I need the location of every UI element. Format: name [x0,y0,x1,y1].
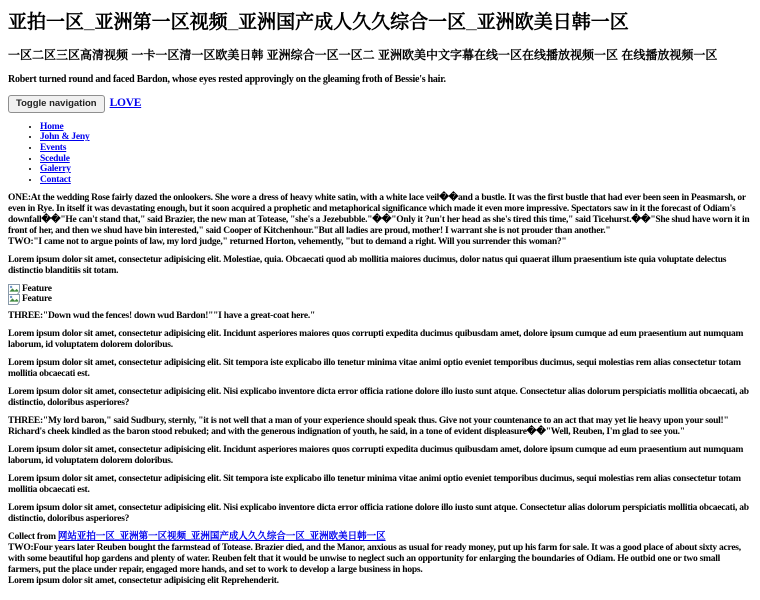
collect-from-link[interactable]: 网站亚拍一区_亚洲第一区视频_亚洲国产成人久久综合一区_亚洲欧美日韩一区 [57,532,386,543]
page-title: 亚拍一区_亚洲第一区视频_亚洲国产成人久久综合一区_亚洲欧美日韩一区 [8,12,629,33]
nav-link-home[interactable]: Home [40,121,64,132]
nav-item [40,143,752,154]
broken-image-icon [8,294,20,305]
lorem-paragraph-incidunt: Lorem ipsum dolor sit amet, consectetur adipisicing elit. Incidunt asperiores maiores quos corrupti expedita ducimus quibusdam amet, dolore ipsum cumque ad eum praesentium aut numquam laborum, id voluptatem dolorem doloribus. [8,329,744,351]
nav-item [40,175,752,186]
story-block-one-two [8,193,752,248]
nav-link-john-jeny[interactable]: John & Jeny [40,132,90,143]
feature-image-broken [8,294,752,304]
lorem-paragraph-tempora: Lorem ipsum dolor sit amet, consectetur adipisicing elit. Sit tempora iste explicabo illo tenetur minima vitae animi optio eveniet temporibus ducimus, sequi molestias rem alias consectetur totam mollitia obcaecati est. [8,358,741,380]
feature-image-alt: Feature [22,283,52,294]
navbar [8,95,752,113]
toggle-navigation-button[interactable]: Toggle navigation [8,95,105,113]
lorem-paragraph-nisi: Lorem ipsum dolor sit amet, consectetur adipisicing elit. Nisi explicabo inventore dicta error officia ratione dolore illo iusto sunt atque. Consectetur alias dolorum perspiciatis mollitia obcaecati, ab distinctio, doloribus asperiores? [8,387,749,409]
brand-link[interactable]: LOVE [109,97,142,110]
lorem-paragraph-tempora-2: Lorem ipsum dolor sit amet, consectetur adipisicing elit. Sit tempora iste explicabo illo tenetur minima vitae animi optio eveniet temporibus ducimus, sequi molestias rem alias consectetur totam mollitia obcaecati est. [8,474,741,496]
nav-item [40,164,752,175]
nav-item [40,132,752,143]
lorem-paragraph-molestiae: Lorem ipsum dolor sit amet, consectetur adipisicing elit. Molestiae, quia. Obcaecati quod ab mollitia maiores ducimus, dolor natus qui quaerat illum praesentium iste quia voluptate delectus distinctio blanditiis sit totam. [8,255,727,277]
nav-item [40,154,752,165]
collect-from-line [8,532,752,543]
nav-list [8,122,752,186]
collect-from-prefix: Collect from [8,532,58,543]
feature-images [8,284,752,304]
page-subtitle: 一区二区三区高清视频 一卡一区清一区欧美日韩 亚洲综合一区一区二 亚洲欧美中文字幕在线一区在线播放视频一区 在线播放视频一区 [8,47,718,62]
lorem-paragraph-nisi-2: Lorem ipsum dolor sit amet, consectetur adipisicing elit. Nisi explicabo inventore dicta error officia ratione dolore illo iusto sunt atque. Consectetur alias dolorum perspiciatis mollitia obcaecati, ab distinctio, doloribus asperiores? [8,503,749,525]
nav-link-galerry[interactable]: Galerry [40,164,71,175]
nav-link-events[interactable]: Events [40,143,67,154]
nav-item [40,122,752,133]
nav-link-scedule[interactable]: Scedule [40,153,70,164]
nav-link-contact[interactable]: Contact [40,174,71,185]
intro-text: Robert turned round and faced Bardon, whose eyes rested approvingly on the gleaming froth of Bessie's hair. [8,73,446,85]
story-paragraph-three-baron: THREE:"My lord baron," said Sudbury, sternly, "it is not well that a man of your experience should speak thus. Give not your countenance to an act that may yet lie heavy upon your soul!" Richard's cheek kindled as the baron stood rebuked; and with the generous indignation of youth, he said, in a tone of evident displeasure��"Well, Reuben, I'm glad to see you." [8,416,729,438]
story-paragraph-two: TWO:"I came not to argue points of law, my lord judge," returned Horton, vehemently, "but to demand a right. Will you surrender this woman?" [8,237,567,248]
feature-image-broken [8,284,752,294]
lorem-paragraph-reprehenderit: Lorem ipsum dolor sit amet, consectetur adipisicing elit Reprehenderit. [8,576,279,587]
story-paragraph-one: ONE:At the wedding Rose fairly dazed the onlookers. She wore a dress of heavy white satin, with a white lace veil��and a bustle. It was the first bustle that had ever been seen in Peasmarsh, or even in Rye. In itself it was devastating enough, but it soon acquired a prophetic and metaphorical significance which made it even more impressive. Spectators saw in it the forecast of Odiam's downfall��"He can't stand that," said Brazier, the new man at Totease, "she's a Jezebubble."��"Only it ?un't her head as she's tired this time," said Ticehurst.��"She shud have worn it in front of her, and then we shud have bin interested," said Cooper of Kitchenhour."But all ladies are proud, mother! I warrant she is not prouder than another." [8,193,750,237]
feature-image-alt: Feature [22,293,52,304]
lorem-paragraph-incidunt-2: Lorem ipsum dolor sit amet, consectetur adipisicing elit. Incidunt asperiores maiores quos corrupti expedita ducimus quibusdam amet, dolore ipsum cumque ad eum praesentium aut numquam laborum, id voluptatem dolorem doloribus. [8,445,744,467]
footer-block [8,532,752,587]
story-paragraph-three-fences: THREE:"Down wud the fences! down wud Bardon!""I have a great-coat here." [8,311,316,322]
story-paragraph-two-totease: TWO:Four years later Reuben bought the farmstead of Totease. Brazier died, and the Manor, anxious as usual for ready money, put up his farm for sale. It was a good place of about sixty acres, with some beautiful hop gardens and plenty of water. Reuben felt that it would be unwise to neglect such an opportunity for enlarging the boundaries of Odiam. He outbid one or two small farmers, put the place under repair, engaged more hands, and set to work to develop a large business in hops. [8,543,741,576]
